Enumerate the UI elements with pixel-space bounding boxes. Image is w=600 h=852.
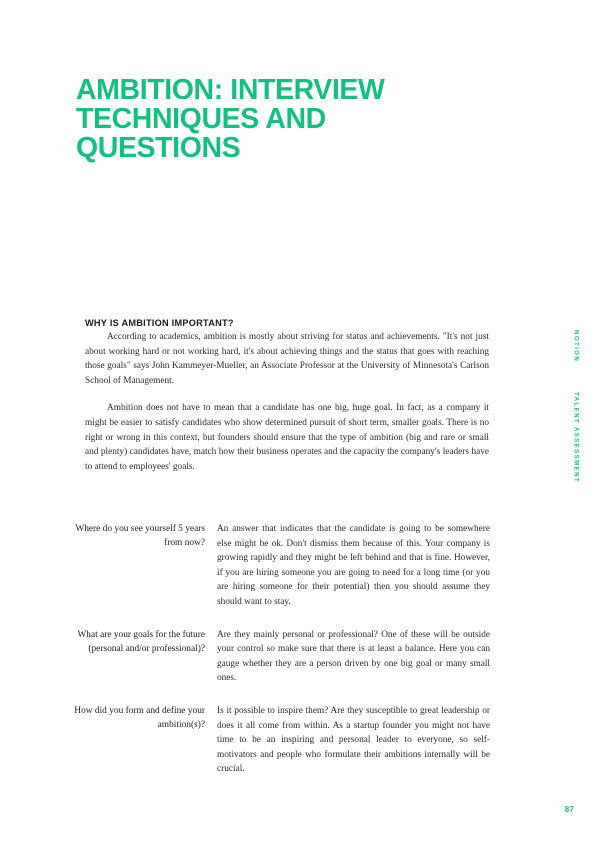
qa-question: How did you form and define your ambition(s)? [74,705,205,731]
page-title: AMBITION: INTERVIEW TECHNIQUES AND QUESTIONS [76,74,385,164]
side-rail [568,330,584,530]
side-rail-brand: NOTION [572,330,580,363]
section-heading: WHY IS AMBITION IMPORTANT? [85,318,234,328]
qa-question: What are your goals for the future (personal and/or professional)? [77,629,205,654]
qa-answer: Are they mainly personal or professional? One of these will be outside your control so make sure that there is at least a balance. Here you can gauge whether they are a person driven by one big goal or many small ones. [217,629,490,684]
intro-section [85,318,489,474]
qa-question: Where do you see yourself 5 years from now? [75,524,205,549]
qa-row [72,522,490,610]
qa-row [72,704,490,777]
side-rail-section: TALENT ASSESSMENT [572,392,580,484]
qa-answer: Is it possible to inspire them? Are they susceptible to great leadership or does it all come from within. As a startup founder you might not have time to be an inspiring and personal leader to everyone, so self-motivators and people who formulate their ambitions internally will be crucial. [217,705,490,775]
qa-answer: An answer that indicates that the candidate is going to be somewhere else might be ok. Don't dismiss them because of this. Your company is growing rapidly and they might be left behind and that is fine. However, if you are hiring someone you are going to need for a long time (or you are hiring someone for their potential) then you should assume they should want to stay. [217,524,490,607]
interview-questions-list [72,522,490,777]
intro-paragraph: According to academics, ambition is mostly about striving for status and achievements. "It's not just about working hard or not working hard, it's about achieving things and the status that goes with reaching those goals" says John Kammeyer-Mueller, an Associate Professor at the University of Minnesota's Carlson School of Management. [85,332,489,386]
qa-row [72,628,490,686]
page-number: 87 [564,805,574,814]
intro-paragraph: Ambition does not have to mean that a candidate has one big, huge goal. In fact, as a company it might be easier to satisfy candidates who show determined pursuit of short term, smaller goals. There is no right or wrong in this context, but founders should ensure that the type of ambition (big and rare or small and plenty) candidates have, match how their business operates and the capacity the company's leaders have to attend to employees' goals. [85,403,489,472]
